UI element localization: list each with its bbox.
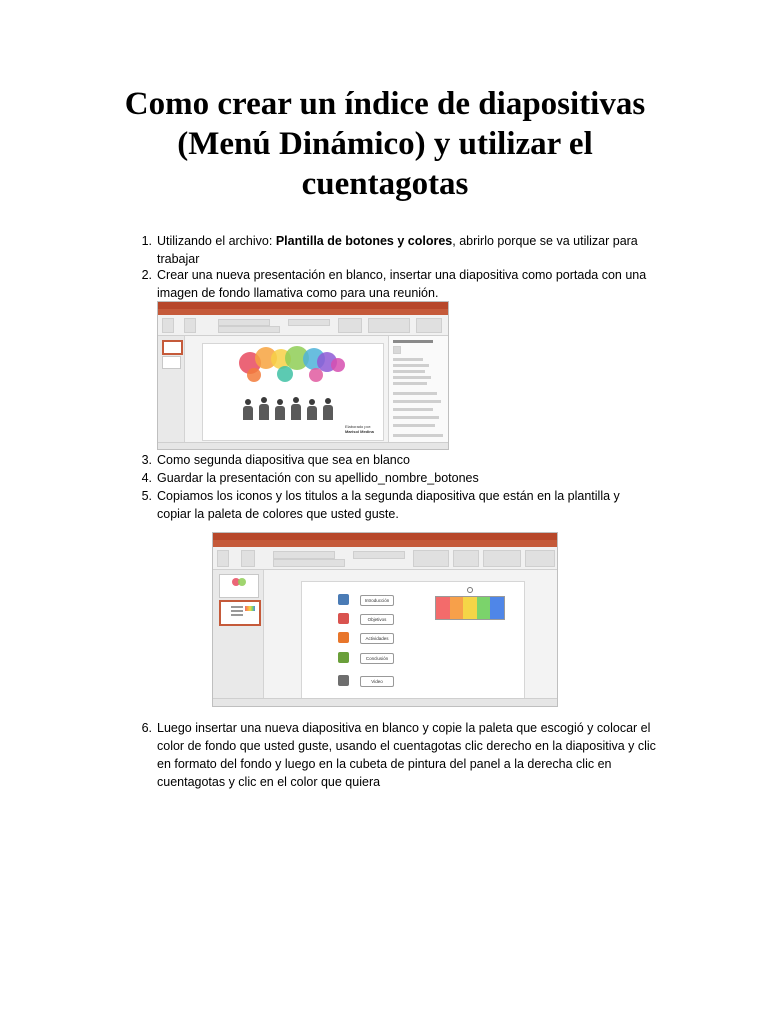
step-text: Como segunda diapositiva que sea en blanco [157,453,410,467]
panel-heading [393,340,433,343]
panel-option [393,382,427,385]
step-number: 2. [141,268,152,282]
thumbnail-line [231,610,243,612]
window-title-bar [213,533,557,540]
panel-option [393,424,435,427]
person-figure [243,406,253,420]
editing-icon [525,550,555,567]
palette-swatch [490,597,504,619]
menu-label-video: Video [360,676,394,687]
bubble-shape [277,366,293,382]
ribbon-tabs [213,540,557,547]
status-bar [158,442,448,449]
slide-thumbnails [213,570,264,699]
panel-option [393,364,429,367]
thumbnail-blank [162,356,181,369]
step-3 [141,451,657,469]
paragraph-controls [288,319,330,326]
ribbon-toolbar [158,315,448,336]
person-figure [307,406,317,420]
video-icon [338,675,349,686]
step-2 [141,266,657,302]
new-slide-icon [241,550,255,567]
step-text: Utilizando el archivo: [157,234,276,248]
window-title-bar [158,302,448,309]
step-number: 4. [141,471,152,485]
person-head [293,397,299,403]
menu-label-objetivos: Objetivos [360,614,394,625]
person-figure [291,404,301,420]
thumbnail-menu [219,600,261,626]
panel-option [393,370,425,373]
cover-credit [345,424,374,434]
paste-icon [162,318,174,333]
step-text: Luego insertar una nueva diapositiva en blanco y copie la paleta que escogió y colocar el color de fondo que usted guste, usando el cuentagotas clic derecho en la diapositiva y clic en formato del fondo y luego en la cubeta de pintura del panel a la derecha clic en cuentagotas y clic en el color que quiera [157,721,656,789]
panel-option [393,434,443,437]
step-text: , abrirlo porque se va utilizar para trabajar [157,234,638,266]
menu-label-actividades: Actividades [360,633,394,644]
introduction-icon [338,594,349,605]
paragraph-controls [353,551,405,559]
thumbnail-palette [245,606,255,611]
color-palette [435,596,505,620]
panel-option [393,358,423,361]
thumbnail-line [231,606,243,608]
step-text: Copiamos los iconos y los titulos a la segunda diapositiva que están en la plantilla y copiar la paleta de colores que usted guste. [157,489,620,521]
bubble-shape [331,358,345,372]
slide-canvas-cover [202,343,384,441]
font-controls [218,319,270,326]
thumbnail-cover [162,340,183,355]
format-controls [218,326,280,333]
objectives-icon [338,613,349,624]
bubble-shape [309,368,323,382]
step-6 [141,719,657,791]
step-5 [141,487,657,523]
person-head [277,399,283,405]
step-number: 3. [141,453,152,467]
shapes-icon [413,550,449,567]
panel-option [393,416,439,419]
shapes-icon [338,318,362,333]
thumbnail-cover [219,574,259,598]
bubble-shape [247,368,261,382]
paint-bucket-icon [393,346,401,354]
step-1 [141,232,657,268]
step-number: 6. [141,721,152,735]
format-controls [273,559,345,567]
page-title: Como crear un índice de diapositivas (Menú Dinámico) y utilizar el cuentagotas [124,86,646,202]
palette-swatch [463,597,477,619]
palette-swatch [477,597,491,619]
step-number: 1. [141,234,152,248]
menu-label-conclusion: Conclusión [360,653,394,664]
format-background-panel [388,336,449,442]
person-head [309,399,315,405]
shape-styles-icon [483,550,521,567]
conclusion-icon [338,652,349,663]
palette-swatch [450,597,464,619]
paste-icon [217,550,229,567]
person-figure [323,405,333,420]
new-slide-icon [184,318,196,333]
step-bold-text: Plantilla de botones y colores [275,234,453,248]
step-number: 5. [141,489,152,503]
arrange-icon [453,550,479,567]
credit-line: Elaborado por: [345,424,372,429]
person-figure [259,404,269,420]
step-text: Crear una nueva presentación en blanco, insertar una diapositiva como portada con una imagen de fondo llamativa como para una reunión. [157,268,647,300]
styles-icon [368,318,410,333]
powerpoint-screenshot-menu [212,532,558,707]
ribbon-toolbar [213,547,557,570]
person-head [325,398,331,404]
thumbnail-line [231,614,243,616]
palette-swatch [436,597,450,619]
panel-option [393,400,441,403]
menu-label-introduccion: Introducción [360,595,394,606]
status-bar [213,698,557,706]
person-head [261,397,267,403]
step-text: Guardar la presentación con su apellido_nombre_botones [157,471,479,485]
credit-line: Marisol Medina [345,429,374,434]
step-4 [141,469,657,487]
panel-option [393,408,433,411]
person-head [245,399,251,405]
editing-icon [416,318,442,333]
bubble-shape [238,578,246,586]
slide-thumbnails [158,336,185,442]
rotate-handle [467,587,473,593]
slide-canvas-menu [301,581,525,701]
font-controls [273,551,335,559]
powerpoint-screenshot-cover [157,301,449,450]
person-figure [275,406,285,420]
panel-option [393,392,437,395]
activities-icon [338,632,349,643]
panel-option [393,376,431,379]
